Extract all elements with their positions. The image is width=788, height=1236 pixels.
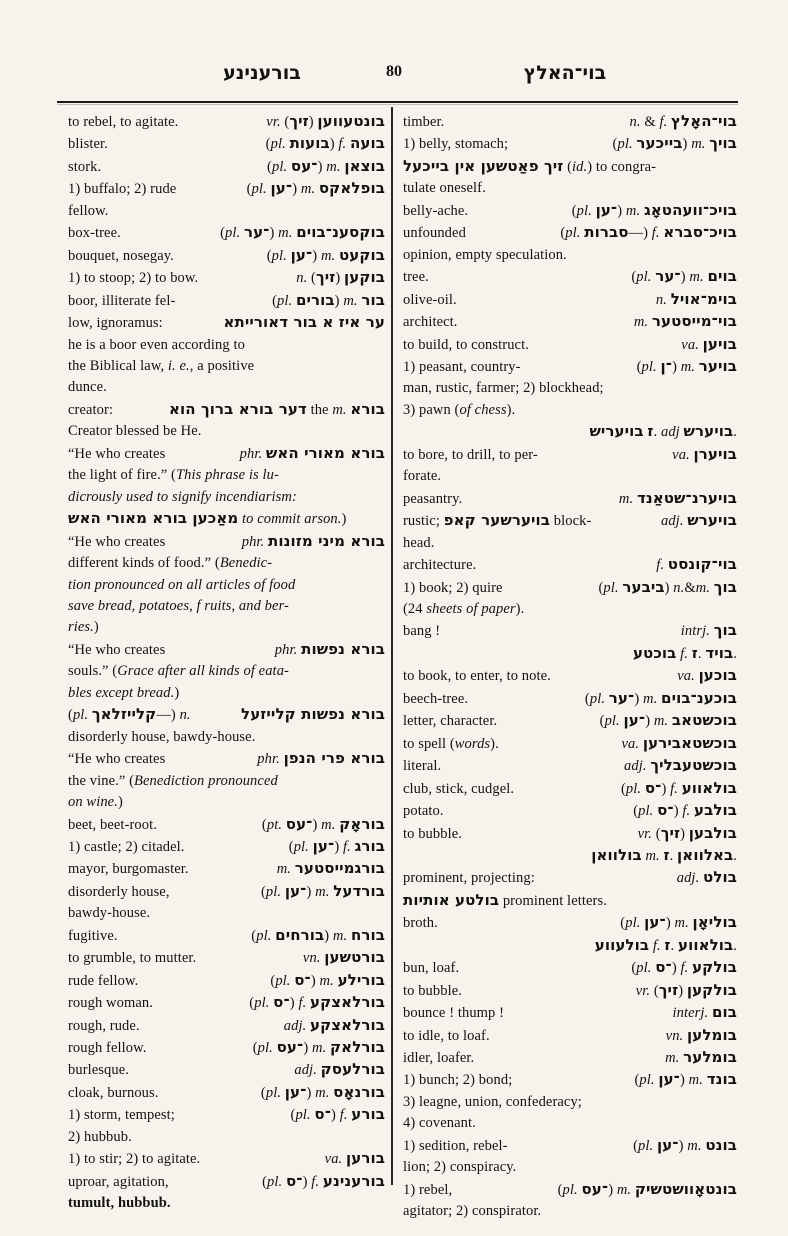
entry-line — [68, 133, 385, 155]
entry-line — [403, 1135, 737, 1157]
entry-line — [68, 553, 385, 574]
running-head-left-text: בורענינע — [223, 62, 301, 84]
entry-line — [403, 957, 737, 979]
entry-headword-part: (pl. ־ען) m. בונד — [634, 1070, 737, 1089]
entry-definition: “He who creates — [68, 751, 166, 768]
entry-line — [68, 201, 385, 222]
entry-headword-part: בויעריש‎ ז.‎ adj בויערש. — [589, 422, 737, 441]
entry-definition: 1) bunch; 2) bond; — [403, 1072, 513, 1089]
entry-headword-part: (pl. ־ס) f. בולקע — [631, 958, 737, 977]
entry-line — [68, 222, 385, 244]
entry-definition: different kinds of food.” (Benedic- — [68, 555, 273, 572]
entry-line — [403, 800, 737, 822]
entry-headword-part: (pl. ־עס) m. בונטאָוושטשיק — [557, 1179, 737, 1198]
entry-headword-part: דער בורא ברוך הוא the m. בורא — [169, 399, 385, 418]
entry-headword-part: (pl. בועות) f. בועה — [265, 134, 385, 153]
entry-headword-part: (pl. ־ס) f. בורלאצקע — [249, 993, 385, 1012]
entry-line — [403, 510, 737, 532]
entry-headword-part: phr. בורא פרי הנפן — [257, 749, 385, 768]
entry-definition: to build, to construct. — [403, 336, 529, 353]
entry-line — [403, 1157, 737, 1178]
entry-line — [403, 1047, 737, 1069]
entry-headword-part: n. & f. בוי־האָלץ — [629, 112, 737, 130]
entry-definition: tion pronounced on all articles of food — [68, 576, 296, 593]
entry-headword-part: (pl. ־ען) m. בורדעל — [260, 881, 385, 900]
entry-line — [403, 867, 737, 889]
entry-definition: 1) to stir; 2) to agitate. — [68, 1151, 201, 1168]
entry-definition: agitator; 2) conspirator. — [403, 1203, 542, 1220]
entry-headword-part: (pl. ־ער) m. בוכענ־בוים — [584, 688, 737, 707]
entry-line — [403, 222, 737, 244]
entry-definition: 1) rebel, — [403, 1181, 453, 1198]
entry-definition: 1) castle; 2) citadel. — [68, 838, 185, 855]
entry-headword-part: adj. בורלעסק — [294, 1060, 385, 1079]
entry-definition: 1) sedition, rebel- — [403, 1137, 508, 1154]
entry-line — [68, 683, 385, 704]
entry-definition: mayor, burgomaster. — [68, 861, 189, 878]
entry-definition: to bore, to drill, to per- — [403, 446, 538, 463]
entry-definition: letter, character. — [403, 713, 498, 730]
entry-definition: souls.” (Grace after all kinds of eata- — [68, 663, 289, 680]
entry-line — [68, 156, 385, 178]
entry-line — [68, 178, 385, 200]
entry-definition: “He who creates — [68, 445, 166, 462]
entry-headword-part: ער איז א בור דאורייתא — [223, 313, 385, 332]
entry-line — [68, 465, 385, 486]
entry-line — [68, 1015, 385, 1037]
entry-definition: 4) covenant. — [403, 1115, 476, 1132]
entry-headword-part: (pl. ־ס) f. בולבע — [633, 801, 737, 820]
entry-definition: creator: — [68, 401, 114, 418]
entry-line — [68, 704, 385, 726]
entry-headword-part: adj. בוכשטעבליך — [624, 756, 737, 775]
entry-definition: fugitive. — [68, 927, 118, 944]
entry-headword-part: בולעווע‎ f. ז.‎ בולאווע. — [594, 935, 737, 954]
entry-definition: stork. — [68, 158, 102, 175]
running-head-left — [197, 62, 327, 88]
entry-definition: 3) leagne, union, confederacy; — [403, 1093, 582, 1110]
entry-line — [403, 577, 737, 599]
entry-headword-part: (pl. ־ען) m. בוליאָן — [620, 913, 737, 932]
right-column — [403, 111, 737, 1223]
entry-headword-part: phr. בורא מיני מזונות — [241, 531, 385, 550]
entry-definition: architect. — [403, 314, 458, 331]
entry-line — [403, 266, 737, 288]
entry-definition: rough fellow. — [68, 1040, 147, 1057]
entry-line — [68, 617, 385, 638]
entry-headword-part: n. (זיך‎) בוקען — [296, 268, 385, 287]
entry-headword-part: f. בוי־קונסט — [656, 555, 737, 574]
entry-definition: to grumble, to mutter. — [68, 950, 197, 967]
entry-line — [68, 335, 385, 356]
entry-definition: rough woman. — [68, 995, 153, 1012]
entry-line — [403, 111, 737, 133]
entry-line — [68, 421, 385, 442]
entry-headword-part: m. בומלער — [665, 1048, 737, 1067]
entry-headword-part: (pl. ־ען) m. בורנאָס — [260, 1082, 385, 1101]
entry-definition: (24 sheets of paper). — [403, 600, 525, 617]
entry-line — [403, 400, 737, 421]
entry-headword-part: m. בורגמייסטער — [276, 859, 385, 878]
page-number: 80 — [386, 63, 402, 80]
entry-line — [68, 1082, 385, 1104]
entry-definition: box-tree. — [68, 225, 121, 242]
entry-headword-part: vn. בומלען — [665, 1025, 737, 1044]
entry-headword-part: (pl. בייכער) m. בויך — [612, 134, 737, 153]
entry-headword-part: va. בויען — [681, 334, 737, 353]
entry-line — [403, 378, 737, 399]
entry-line — [403, 599, 737, 620]
entry-definition: beech-tree. — [403, 690, 469, 707]
entry-definition: “He who creates — [68, 641, 166, 658]
entry-headword-part: m. בויערנ־שטאַנד — [618, 488, 737, 507]
entry-definition: rude fellow. — [68, 972, 139, 989]
entry-line — [68, 836, 385, 858]
entry-line — [403, 289, 737, 311]
entry-headword-part: (pl. ־ס) f. בורע — [290, 1105, 385, 1124]
entry-line — [68, 399, 385, 421]
entry-line — [68, 792, 385, 813]
entry-line — [68, 356, 385, 377]
entry-definition: 1) belly, stomach; — [403, 136, 509, 153]
entry-line — [68, 771, 385, 792]
entry-line — [403, 554, 737, 576]
entry-definition: he is a boor even according to — [68, 336, 245, 353]
entry-line — [68, 1059, 385, 1081]
entry-headword-part: (pl. בורחים) m. בורח — [251, 925, 385, 944]
entry-definition: head. — [403, 534, 435, 551]
entry-line — [403, 1069, 737, 1091]
entry-definition: literal. — [403, 758, 442, 775]
entry-definition: prominent, projecting: — [403, 870, 535, 887]
entry-headword-part: (pl. ־ען) m. בוקעט — [266, 245, 385, 264]
entry-headword-part: va. בויערן — [672, 444, 737, 463]
entry-line — [403, 665, 737, 687]
entry-headword-part: (pl. ־ען) m. בופלאקס — [246, 179, 385, 198]
entry-line — [68, 111, 385, 133]
entry-headword-part: vn. בורטשען — [302, 948, 385, 967]
entry-line — [403, 488, 737, 510]
entry-definition: save bread, potatoes, f ruits, and ber- — [68, 597, 289, 614]
entry-definition: burlesque. — [68, 1062, 129, 1079]
entry-definition: on wine.) — [68, 794, 123, 811]
entry-definition: bawdy-house. — [68, 905, 151, 922]
entry-line — [68, 487, 385, 508]
entry-line — [403, 890, 737, 912]
entry-definition: olive-oil. — [403, 291, 457, 308]
entry-line — [68, 377, 385, 398]
entry-definition: man, rustic, farmer; 2) blockhead; — [403, 380, 604, 397]
entry-line — [68, 1037, 385, 1059]
entry-line — [68, 596, 385, 617]
entry-line — [403, 1201, 737, 1222]
entry-line — [68, 925, 385, 947]
entry-definition: bun, loaf. — [403, 960, 460, 977]
entry-line — [403, 1025, 737, 1047]
entry-headword-part: (pl. ־ען) m. בויכ־וועהטאָג — [571, 200, 737, 219]
entry-line — [68, 1104, 385, 1126]
entry-definition: dicrously used to signify incendiarism: — [68, 488, 297, 505]
entry-definition: disorderly house, — [68, 883, 170, 900]
entry-definition: boor, illiterate fel- — [68, 292, 176, 309]
entry-line — [403, 1092, 737, 1113]
entry-line — [403, 733, 737, 755]
entry-headword-part: phr. בורא מאורי האש — [239, 443, 385, 462]
entry-definition: “He who creates — [68, 533, 166, 550]
entry-line — [403, 980, 737, 1002]
entry-headword-part: intrj. בוך — [680, 621, 737, 640]
entry-line — [68, 508, 385, 530]
entry-definition: בולטע אותיות prominent letters. — [403, 890, 607, 909]
entry-definition: idler, loafer. — [403, 1050, 475, 1067]
entry-headword-part: (pl. בורים) m. בור — [272, 290, 385, 309]
entry-headword-part: בולוואן‎ m. ז.‎ באלוואן. — [591, 845, 737, 864]
entry-line — [68, 858, 385, 880]
entry-definition: cloak, burnous. — [68, 1084, 159, 1101]
entry-line — [68, 1171, 385, 1193]
entry-line — [403, 1002, 737, 1024]
entry-line — [68, 727, 385, 748]
entry-headword-part: (pl. ־ען) m. בונט — [633, 1135, 737, 1154]
entry-definition: to spell (words). — [403, 735, 499, 752]
entry-definition: rough, rude. — [68, 1017, 140, 1034]
entry-headword-part: va. בוכען — [677, 666, 737, 685]
entry-definition: 1) book; 2) quire — [403, 579, 503, 596]
entry-headword-part: (pl. ־ס) f. בורענינע — [262, 1171, 385, 1190]
entry-headword-part: (pl. סברות—) f. בויכ־סברא — [560, 223, 737, 242]
entry-line — [403, 620, 737, 642]
entry-definition: 1) to stoop; 2) to bow. — [68, 270, 199, 287]
entry-definition: dunce. — [68, 379, 107, 396]
entry-headword-part: (pl. ־ען) m. בוכשטאב — [599, 711, 737, 730]
entry-line — [68, 661, 385, 682]
entry-definition: to bubble. — [403, 825, 462, 842]
entry-line — [68, 290, 385, 312]
entry-headword-part: adj. בורלאצקע — [283, 1015, 385, 1034]
entry-definition: 1) peasant, country- — [403, 358, 521, 375]
entry-definition: rustic; בויערשער קאפ block- — [403, 511, 592, 530]
entry-definition: bounce ! thump ! — [403, 1005, 505, 1022]
entry-line — [68, 814, 385, 836]
running-head-right-text: בוי־האלץ — [523, 62, 607, 84]
entry-headword-part: adj. בולט — [676, 868, 737, 887]
entry-line — [68, 245, 385, 267]
entry-headword-part: (pl. ־ס) f. בולאווע — [620, 778, 737, 797]
entry-line — [403, 178, 737, 199]
entry-headword-part: phr. בורא נפשות — [274, 639, 385, 658]
entry-line — [68, 947, 385, 969]
entry-definition: to book, to enter, to note. — [403, 668, 551, 685]
entry-line — [403, 466, 737, 487]
entry-definition: 1) storm, tempest; — [68, 1107, 175, 1124]
entry-line — [403, 845, 737, 867]
entry-line — [68, 748, 385, 770]
entry-line — [403, 421, 737, 443]
entry-headword-part: va. בוכשטאבירען — [621, 733, 737, 752]
entry-definition: blister. — [68, 136, 108, 153]
entry-definition: 2) hubbub. — [68, 1128, 132, 1145]
entry-definition: ries.) — [68, 619, 99, 636]
entry-headword-part: adj. בויערש — [660, 511, 737, 530]
entry-line — [68, 903, 385, 924]
left-column — [68, 111, 385, 1215]
entry-line — [68, 443, 385, 465]
entry-line — [68, 1148, 385, 1170]
entry-headword-part: בוכטע‎ f. ז.‎ בויד. — [632, 643, 737, 662]
entry-definition: belly-ache. — [403, 202, 469, 219]
entry-line — [68, 881, 385, 903]
entry-headword-part: (pl. ־ן) m. בויער — [636, 356, 737, 375]
header-rule — [57, 101, 738, 103]
entry-definition: potato. — [403, 803, 444, 820]
entry-line — [403, 688, 737, 710]
entry-line — [403, 156, 737, 178]
entry-line — [68, 575, 385, 596]
entry-headword-part: va. בורען — [324, 1149, 385, 1168]
running-head-right — [500, 62, 630, 88]
entry-line — [68, 1193, 385, 1214]
entry-definition: peasantry. — [403, 490, 463, 507]
entry-headword-part: (pt. ־עס) m. בוראָק — [261, 814, 385, 833]
entry-line — [68, 267, 385, 289]
entry-definition: the vine.” (Benediction pronounced — [68, 772, 278, 789]
column-divider — [391, 107, 393, 1185]
entry-line — [403, 1113, 737, 1134]
entry-definition: forate. — [403, 468, 442, 485]
entry-definition: to bubble. — [403, 982, 462, 999]
entry-definition: low, ignoramus: — [68, 315, 163, 332]
entry-line — [403, 356, 737, 378]
entry-definition: uproar, agitation, — [68, 1173, 169, 1190]
entry-line — [403, 334, 737, 356]
entry-headword-part: interj. בום — [672, 1003, 737, 1022]
entry-line — [403, 823, 737, 845]
entry-definition: bouquet, nosegay. — [68, 247, 174, 264]
entry-line — [68, 312, 385, 334]
entry-line — [403, 1179, 737, 1201]
entry-definition: beet, beet-root. — [68, 816, 157, 833]
entry-definition: tulate oneself. — [403, 180, 486, 197]
entry-headword-part: n. בוימ־אויל — [655, 289, 737, 308]
entry-headword-part: m. בוי־מייסטער — [633, 312, 737, 331]
entry-headword-part: vr. (זיך‎) בונטעווען — [266, 112, 385, 130]
entry-line — [403, 444, 737, 466]
entry-headword-part: vr. (זיך‎) בולבען — [637, 823, 737, 842]
entry-definition: broth. — [403, 915, 438, 932]
entry-line — [403, 133, 737, 155]
entry-definition: 1) buffalo; 2) rude — [68, 181, 177, 198]
entry-headword-part: בורא נפשות קלייזעל — [241, 705, 385, 724]
entry-definition: the Biblical law, i. e., a positive — [68, 357, 255, 374]
entry-definition: architecture. — [403, 557, 477, 574]
entry-line — [403, 710, 737, 732]
entry-headword-part: (pl. ־ער) m. בוקסענ־בוים — [220, 223, 385, 242]
entry-headword-part: vr. (זיך‎) בולקען — [635, 980, 737, 999]
entry-definition: the light of fire.” (This phrase is lu- — [68, 467, 279, 484]
entry-line — [403, 912, 737, 934]
entry-headword-part: (pl. ־ען) f. בורג — [288, 836, 385, 855]
entry-definition: disorderly house, bawdy-house. — [68, 728, 256, 745]
entry-definition: Creator blessed be He. — [68, 423, 202, 440]
entry-definition: to idle, to loaf. — [403, 1027, 490, 1044]
entry-definition: unfounded — [403, 225, 466, 242]
entry-headword-part: (pl. ־ער) m. בוים — [631, 267, 737, 286]
entry-line — [68, 970, 385, 992]
entry-line — [68, 531, 385, 553]
entry-line — [403, 245, 737, 266]
entry-definition: timber. — [403, 114, 445, 130]
entry-line — [68, 992, 385, 1014]
entry-definition: lion; 2) conspiracy. — [403, 1159, 517, 1176]
entry-line — [403, 200, 737, 222]
entry-definition: fellow. — [68, 202, 109, 219]
entry-line — [403, 935, 737, 957]
entry-definition: bles except bread.) — [68, 684, 180, 701]
entry-line — [403, 778, 737, 800]
entry-definition: opinion, empty speculation. — [403, 246, 567, 263]
entry-definition: זיך פאַטשען אין בייכעל (id.) to congra- — [403, 156, 657, 175]
entry-headword-part: (pl. ־עס) m. בורלאק — [252, 1038, 385, 1057]
entry-headword-part: (pl. ־עס) m. בוצאן — [267, 156, 385, 175]
entry-definition: to rebel, to agitate. — [68, 114, 179, 130]
entry-definition: bang ! — [403, 623, 441, 640]
entry-line — [403, 643, 737, 665]
entry-line — [403, 311, 737, 333]
entry-definition: tree. — [403, 269, 429, 286]
entry-definition: club, stick, cudgel. — [403, 780, 515, 797]
entry-line — [403, 533, 737, 554]
entry-line — [403, 755, 737, 777]
entry-definition: 3) pawn (of chess). — [403, 401, 516, 418]
entry-line — [68, 639, 385, 661]
entry-headword-part: (pl. ־ס) m. בורילע — [270, 970, 385, 989]
entry-definition: מאַכען בורא מאורי האש to commit arson.) — [68, 509, 347, 528]
entry-definition: tumult, hubbub. — [68, 1195, 171, 1212]
entry-line — [68, 1127, 385, 1148]
entry-definition: (pl. קלייזלאך—) n. — [68, 705, 191, 724]
entry-headword-part: (pl. ביבער) n.&m. בוך — [598, 577, 737, 596]
